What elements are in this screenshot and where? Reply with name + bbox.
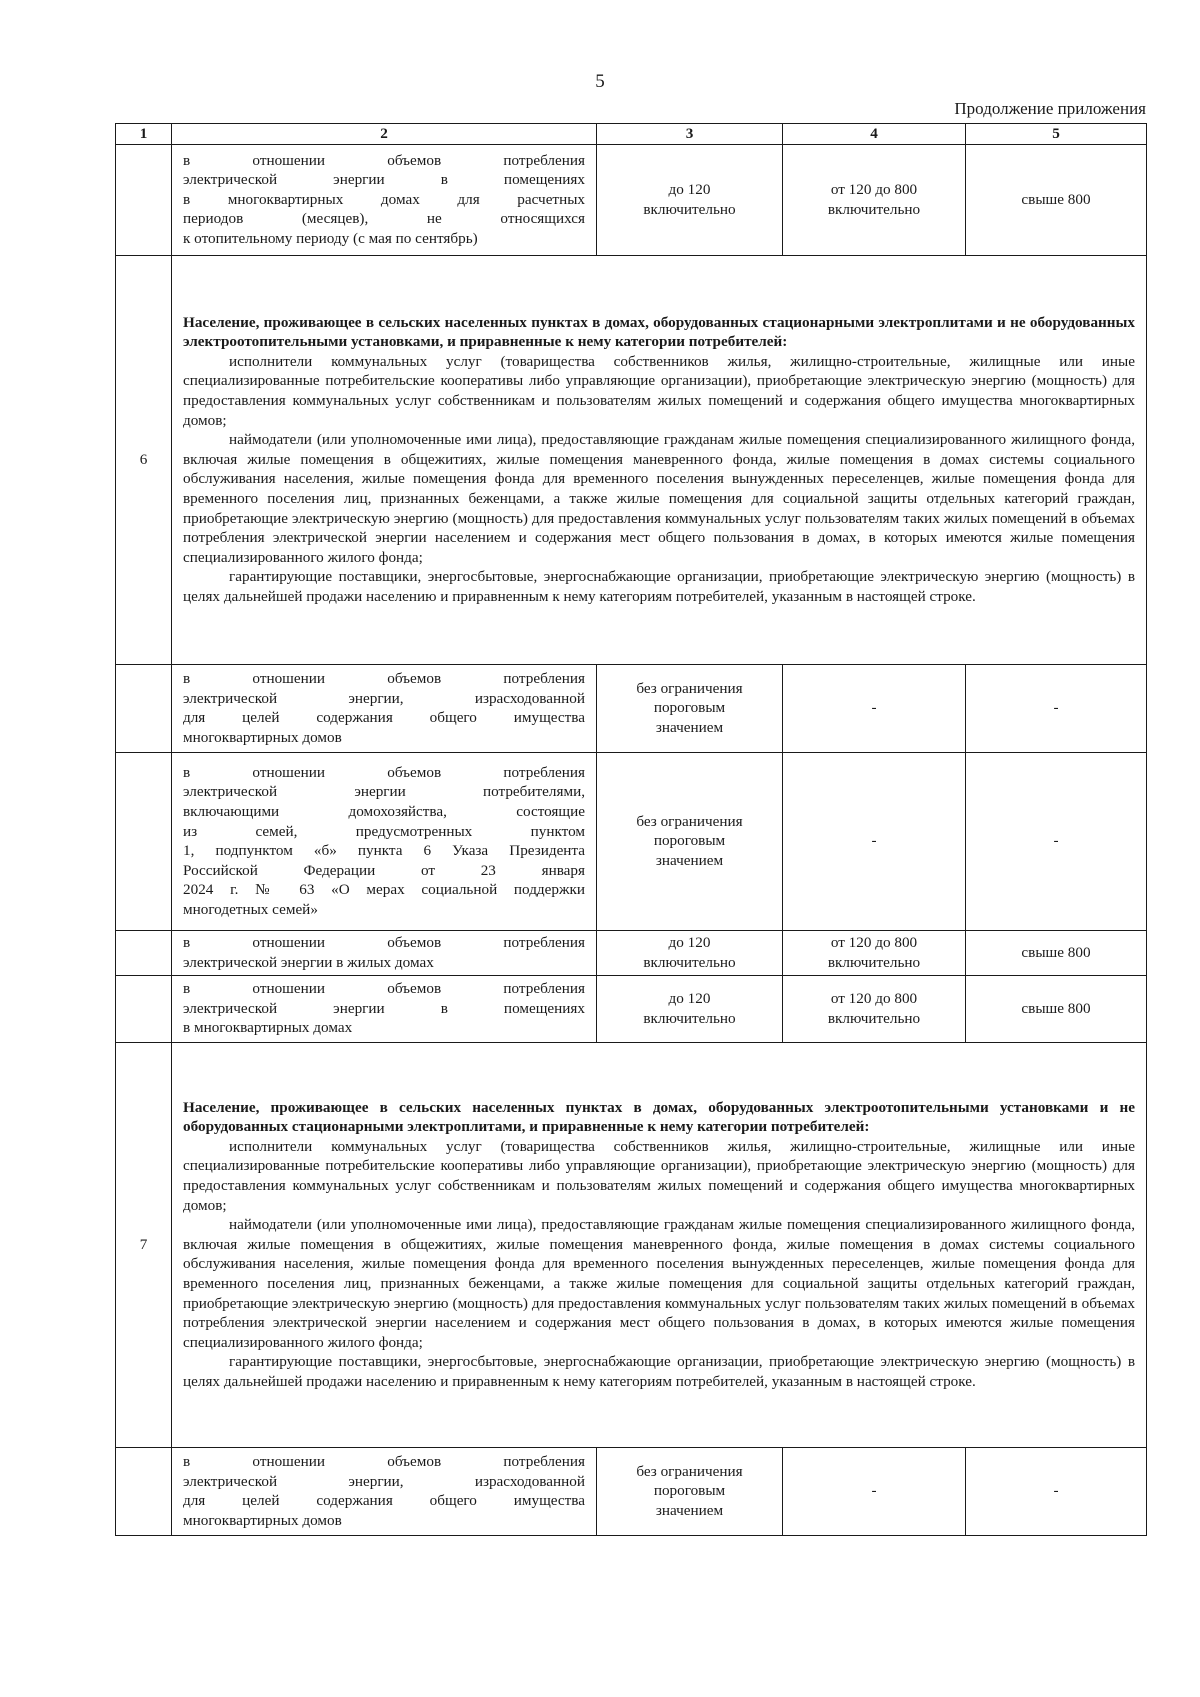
value-line: без ограничения bbox=[636, 812, 743, 830]
desc-line: в отношении объемов потребления bbox=[183, 763, 585, 781]
value-col4 bbox=[783, 975, 966, 1042]
group-title: Население, проживающее в сельских населенных пунктах в домах, оборудованных электроотопительными установками и не оборудованных стационарными электроплитами, и приравненные к нему категории потребителей: bbox=[183, 1098, 1135, 1136]
value-line: без ограничения bbox=[636, 1462, 743, 1480]
table-row bbox=[116, 1447, 1147, 1535]
group-row-7 bbox=[116, 1042, 1147, 1447]
value-line: включительно bbox=[827, 953, 921, 971]
row-description bbox=[172, 1447, 597, 1535]
row-number-cell bbox=[116, 144, 172, 255]
group-paragraph: исполнители коммунальных услуг (товарищества собственников жилья, жилищно-строительные, жилищные или иные специализированные потребительские кооперативы либо управляющие организации), приобретающие электрическую энергию (мощность) для предоставления коммунальных услуг собственникам и пользователям жилых помещений и содержания общего имущества многоквартирных домов; bbox=[183, 1137, 1135, 1214]
value-line: значением bbox=[655, 851, 724, 869]
desc-line: из семей, предусмотренных пунктом bbox=[183, 822, 585, 840]
group-paragraph: гарантирующие поставщики, энергосбытовые, энергоснабжающие организации, приобретающие электрическую энергию (мощность) в целях дальнейшей продажи населению и приравненным к нему категориям потребителей, указанным в настоящей строке. bbox=[183, 1353, 1135, 1390]
column-header: 3 bbox=[597, 124, 783, 145]
group-paragraph: наймодатели (или уполномоченные ими лица), предоставляющие гражданам жилые помещения специализированного жилищного фонда, включая жилые помещения в общежитиях, жилые помещения маневренного фонда, жилые помещения в домах системы социального обслуживания населения, жилые помещения фонда для временного поселения вынужденных переселенцев, жилые помещения фонда для временного поселения лиц, признанных беженцами, а также жилые помещения для социальной защиты отдельных категорий граждан, приобретающие электрическую энергию (мощность) для предоставления коммунальных услуг пользователям таких жилых помещений в объемах потребления электрической энергии населением и содержания мест общего пользования в домах, в которых имеются жилые помещения специализированного жилого фонда; bbox=[183, 431, 1135, 566]
desc-line: в отношении объемов потребления bbox=[183, 1452, 585, 1470]
group-description bbox=[172, 255, 1147, 664]
row-number: 7 bbox=[116, 1042, 172, 1447]
value-line: от 120 до 800 bbox=[830, 990, 918, 1007]
value-col4 bbox=[783, 930, 966, 975]
column-header: 4 bbox=[783, 124, 966, 145]
value-line: пороговым bbox=[653, 1482, 726, 1500]
value-col4 bbox=[783, 144, 966, 255]
column-header: 1 bbox=[116, 124, 172, 145]
column-header: 5 bbox=[966, 124, 1147, 145]
value-line: включительно bbox=[643, 953, 736, 971]
value-line: до 120 bbox=[668, 990, 711, 1007]
value-line: пороговым bbox=[653, 699, 726, 717]
value-line: без ограничения bbox=[636, 679, 743, 697]
desc-line: в отношении объемов потребления bbox=[183, 934, 585, 951]
row-description bbox=[172, 930, 597, 975]
value-line: значением bbox=[655, 718, 724, 736]
row-description bbox=[172, 752, 597, 930]
value-col4: - bbox=[783, 1447, 966, 1535]
value-line: включительно bbox=[827, 1009, 921, 1027]
value-col5: свыше 800 bbox=[966, 975, 1147, 1042]
row-number-cell bbox=[116, 1447, 172, 1535]
value-line: до 120 bbox=[668, 181, 711, 198]
group-paragraph: наймодатели (или уполномоченные ими лица), предоставляющие гражданам жилые помещения специализированного жилищного фонда, включая жилые помещения в общежитиях, жилые помещения маневренного фонда, жилые помещения в домах системы социального обслуживания населения, жилые помещения фонда для временного поселения вынужденных переселенцев, жилые помещения фонда для временного поселения лиц, признанных беженцами, а также жилые помещения для социальной защиты отдельных категорий граждан, приобретающие электрическую энергию (мощность) для предоставления коммунальных услуг пользователям таких жилых помещений в объемах потребления электрической энергии населением и содержания мест общего пользования в домах, в которых имеются жилые помещения специализированного жилого фонда; bbox=[183, 1216, 1135, 1351]
desc-line: электрической энергии, израсходованной bbox=[183, 689, 585, 707]
value-line: до 120 bbox=[668, 934, 711, 951]
row-number: 6 bbox=[116, 255, 172, 664]
table-header-row bbox=[116, 124, 1147, 145]
value-line: значением bbox=[655, 1501, 724, 1519]
desc-line: 1, подпунктом «б» пункта 6 Указа Президента bbox=[183, 842, 585, 860]
table-row bbox=[116, 144, 1147, 255]
desc-line: в отношении объемов потребления bbox=[183, 669, 585, 687]
desc-line: 2024 г. № 63 «О мерах социальной поддержки bbox=[183, 881, 585, 899]
desc-line: многоквартирных домов bbox=[183, 1511, 342, 1529]
desc-line: в отношении объемов потребления bbox=[183, 151, 585, 169]
value-col3 bbox=[597, 144, 783, 255]
row-description bbox=[172, 975, 597, 1042]
desc-line: электрической энергии в помещениях bbox=[183, 999, 585, 1017]
table-row bbox=[116, 752, 1147, 930]
desc-line: для целей содержания общего имущества bbox=[183, 1492, 585, 1510]
page-number: 5 bbox=[595, 71, 605, 92]
group-title: Население, проживающее в сельских населенных пунктах в домах, оборудованных стационарными электроплитами и не оборудованных электроотопительными установками, и приравненные к нему категории потребителей: bbox=[183, 313, 1135, 351]
row-number-cell bbox=[116, 975, 172, 1042]
value-col5: свыше 800 bbox=[966, 144, 1147, 255]
table-row bbox=[116, 975, 1147, 1042]
group-paragraph: исполнители коммунальных услуг (товарищества собственников жилья, жилищно-строительные, жилищные или иные специализированные потребительские кооперативы либо управляющие организации), приобретающие электрическую энергию (мощность) для предоставления коммунальных услуг собственникам и пользователям жилых помещений и содержания общего имущества многоквартирных домов; bbox=[183, 352, 1135, 429]
desc-line: в многоквартирных домах bbox=[183, 1019, 353, 1037]
value-line: от 120 до 800 bbox=[830, 934, 918, 951]
value-col3 bbox=[597, 752, 783, 930]
group-paragraph: гарантирующие поставщики, энергосбытовые, энергоснабжающие организации, приобретающие электрическую энергию (мощность) в целях дальнейшей продажи населению и приравненным к нему категориям потребителей, указанным в настоящей строке. bbox=[183, 568, 1135, 605]
desc-line: электрической энергии в жилых домах bbox=[183, 953, 434, 971]
desc-line: электрической энергии, израсходованной bbox=[183, 1472, 585, 1490]
column-header: 2 bbox=[172, 124, 597, 145]
value-col3 bbox=[597, 975, 783, 1042]
row-number-cell bbox=[116, 664, 172, 752]
value-col5: свыше 800 bbox=[966, 930, 1147, 975]
row-description bbox=[172, 664, 597, 752]
value-col5: - bbox=[966, 752, 1147, 930]
value-line: пороговым bbox=[653, 832, 726, 850]
group-row-6 bbox=[116, 255, 1147, 664]
value-line: включительно bbox=[827, 200, 921, 218]
value-col4: - bbox=[783, 664, 966, 752]
desc-line: для целей содержания общего имущества bbox=[183, 709, 585, 727]
value-line: от 120 до 800 bbox=[830, 181, 918, 198]
continuation-caption: Продолжение приложения bbox=[954, 99, 1146, 118]
desc-line: электрической энергии потребителями, bbox=[183, 783, 585, 801]
desc-line: в многоквартирных домах для расчетных bbox=[183, 190, 585, 208]
desc-line: периодов (месяцев), не относящихся bbox=[183, 210, 585, 228]
desc-line: электрической энергии в помещениях bbox=[183, 171, 585, 189]
row-number-cell bbox=[116, 752, 172, 930]
desc-line: Российской Федерации от 23 января bbox=[183, 861, 585, 879]
table-row bbox=[116, 930, 1147, 975]
group-description bbox=[172, 1042, 1147, 1447]
value-col5: - bbox=[966, 664, 1147, 752]
tariff-table bbox=[115, 123, 1147, 1536]
table-row bbox=[116, 664, 1147, 752]
value-col3 bbox=[597, 930, 783, 975]
desc-line: к отопительному периоду (с мая по сентябрь) bbox=[183, 229, 478, 247]
desc-line: многодетных семей» bbox=[183, 900, 318, 918]
value-col4: - bbox=[783, 752, 966, 930]
value-col3 bbox=[597, 1447, 783, 1535]
value-line: включительно bbox=[643, 1009, 736, 1027]
value-col5: - bbox=[966, 1447, 1147, 1535]
desc-line: в отношении объемов потребления bbox=[183, 980, 585, 998]
value-col3 bbox=[597, 664, 783, 752]
desc-line: многоквартирных домов bbox=[183, 728, 342, 746]
value-line: включительно bbox=[643, 200, 736, 218]
row-description bbox=[172, 144, 597, 255]
desc-line: включающими домохозяйства, состоящие bbox=[183, 802, 585, 820]
row-number-cell bbox=[116, 930, 172, 975]
